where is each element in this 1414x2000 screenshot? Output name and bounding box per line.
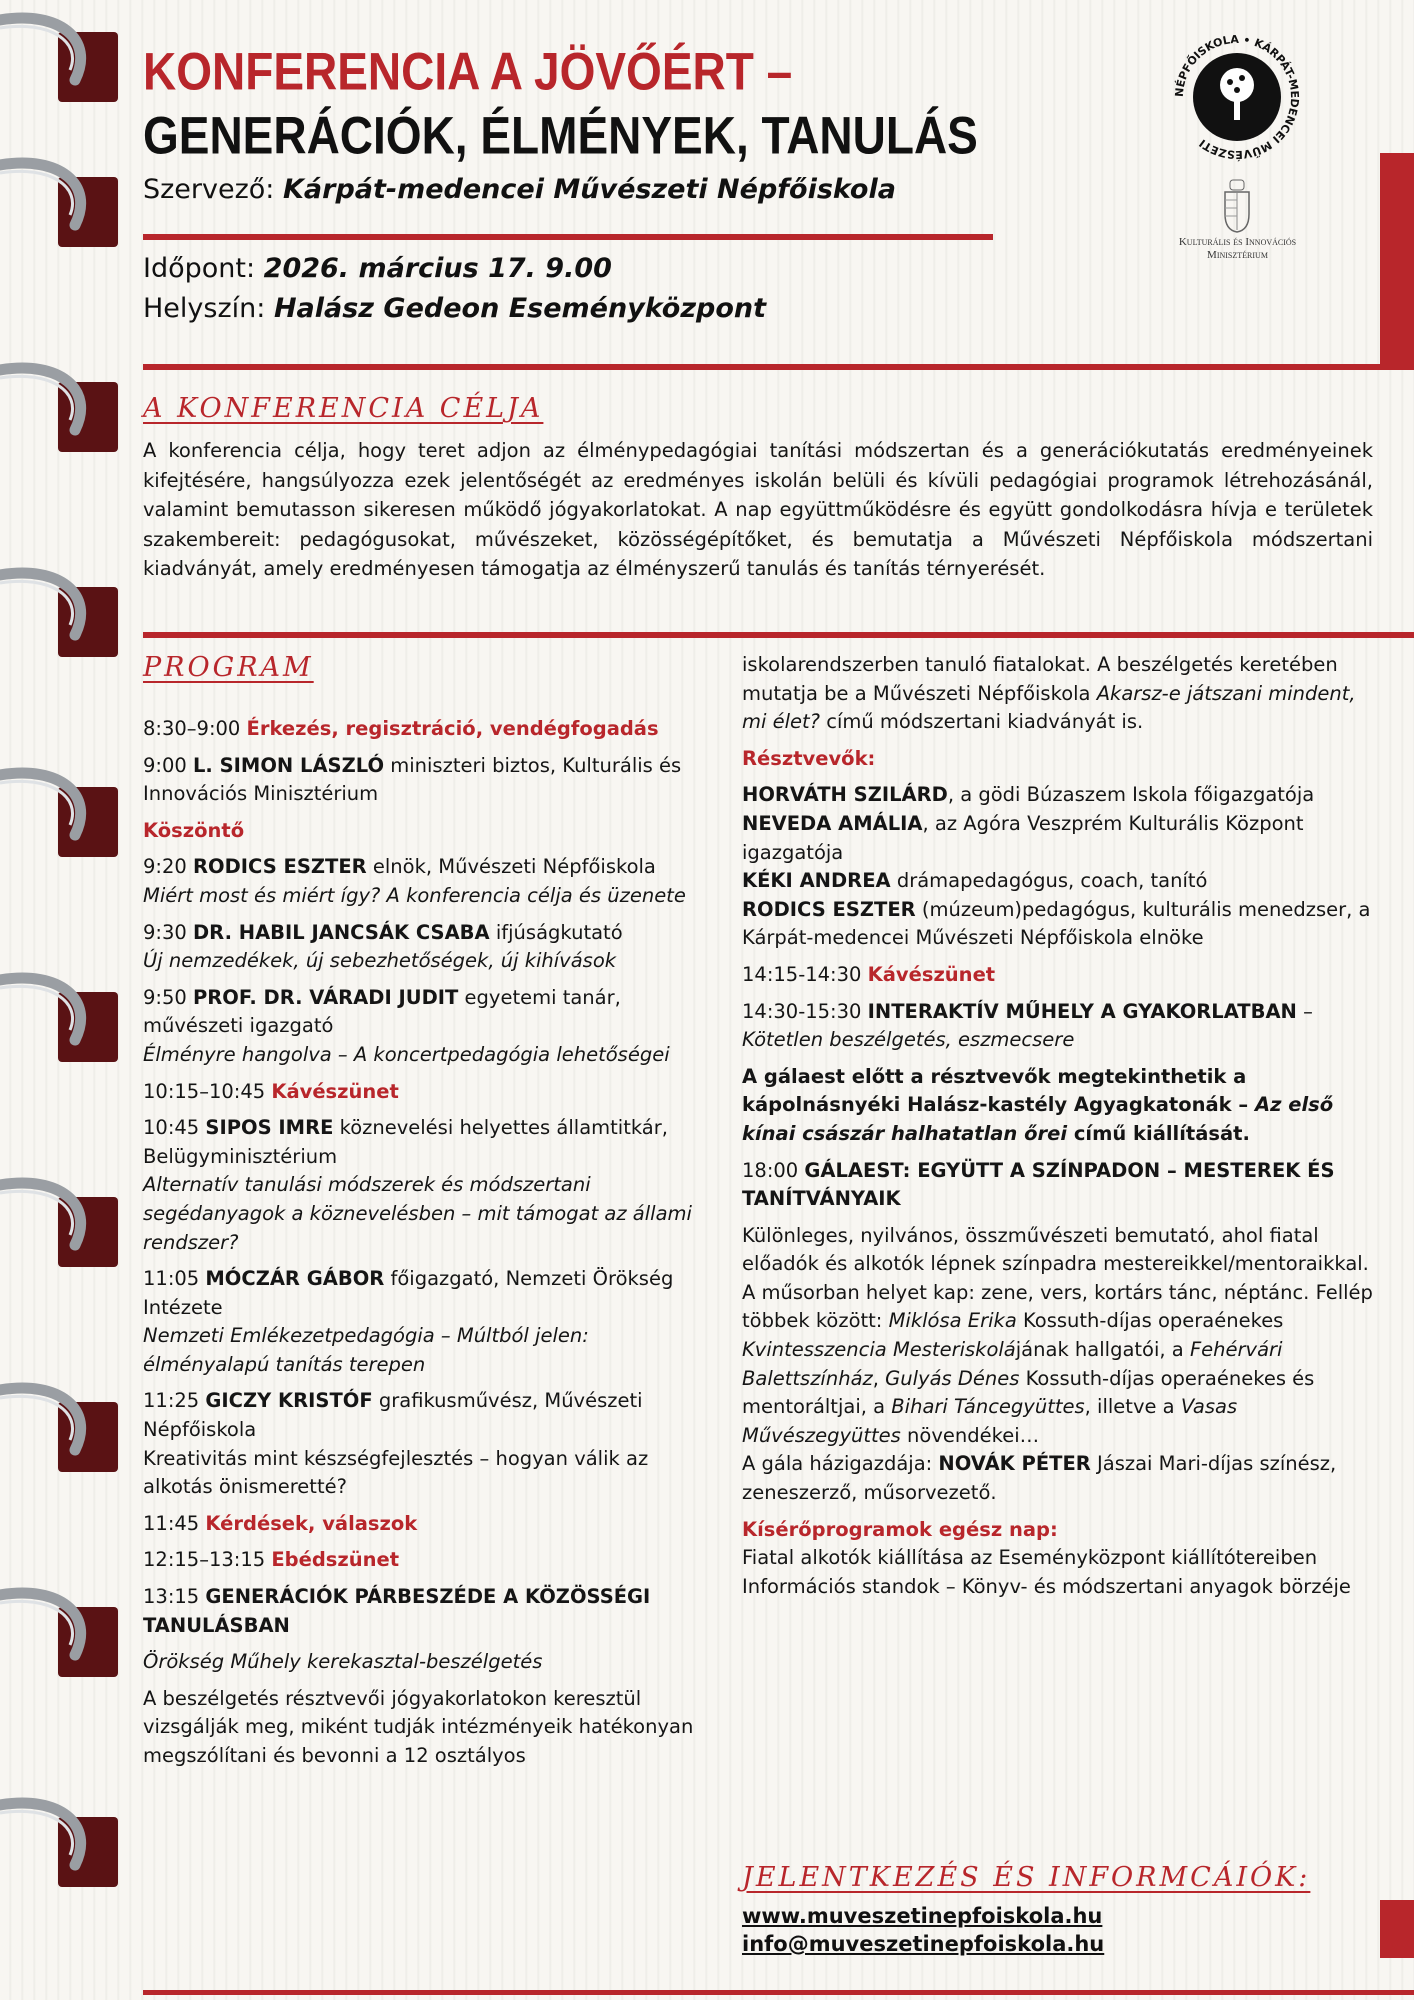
program-text: MÓCZÁR GÁBOR: [205, 1267, 385, 1291]
program-item: [143, 1648, 718, 1677]
organizer-value: Kárpát-medencei Művészeti Népfőiskola: [282, 174, 896, 205]
program-text: 14:30-15:30: [742, 999, 868, 1023]
program-text: SIPOS IMRE: [205, 1116, 334, 1140]
program-text: L. SIMON LÁSZLÓ: [193, 753, 385, 777]
program-text: , illetve a: [1084, 1395, 1181, 1419]
program-text: Kreativitás mint készségfejlesztés – hogyan válik az alkotás önismeretté?: [143, 1446, 649, 1499]
program-text: 8:30–9:00: [143, 717, 247, 740]
program-text: című kiállítását.: [1067, 1121, 1250, 1145]
program-item: [143, 853, 718, 910]
program-text: , a gödi Búzaszem Iskola főigazgatója: [947, 783, 1315, 807]
program-text: –: [1296, 999, 1313, 1023]
program-text: jának hallgatói, a: [1015, 1338, 1190, 1362]
program-text: ifjúságkutató: [489, 920, 623, 944]
program-text: Miért most és miért így? A konferencia célja és üzenete: [143, 883, 686, 907]
program-item: [143, 1114, 718, 1257]
date-label: Időpont:: [143, 253, 264, 284]
goal-heading: A KONFERENCIA CÉLJA: [143, 393, 544, 424]
program-text: Érkezés, regisztráció, vendégfogadás: [246, 717, 659, 740]
program-text: Jászai Mari-díjas színész, zeneszerző, műsorvezető.: [742, 1452, 1337, 1505]
program-text: növendékei…: [900, 1423, 1040, 1447]
program-text: , az Agóra Veszprém Kulturális Központ igazgatója: [742, 811, 1304, 864]
program-text: köznevelési helyettes államtitkár, Belügyminisztérium: [143, 1116, 668, 1168]
program-text: 14:15-14:30: [742, 962, 868, 986]
date: [143, 253, 612, 284]
program-text: ,: [872, 1366, 886, 1390]
program-text: Fiatal alkotók kiállítása az Eseményközpont kiállítótereiben: [742, 1546, 1318, 1570]
ministry-logo-text: [1150, 236, 1325, 262]
program-item: [742, 998, 1377, 1055]
program-text: GICZY KRISTÓF: [205, 1389, 373, 1413]
program-text: Információs standok – Könyv- és módszertani anyagok börzéje: [742, 1574, 1351, 1598]
program-text: Kérdések, válaszok: [205, 1511, 418, 1535]
program-text: Kísérőprogramok egész nap:: [742, 1517, 1058, 1541]
program-right-column: [742, 651, 1377, 1609]
divider: [143, 632, 1414, 638]
email-link[interactable]: info@muveszetinepfoiskola.hu: [742, 1932, 1105, 1956]
program-text: Résztvevők:: [742, 746, 876, 770]
program-text: Új nemzedékek, új sebezhetőségek, új kihívások: [143, 949, 617, 973]
program-item: [742, 1063, 1377, 1149]
program-text: 10:15–10:45: [143, 1079, 272, 1103]
program-text: GÁLAEST: EGYÜTT A SZÍNPADON – MESTEREK ÉS TANÍTVÁNYAIK: [742, 1158, 1335, 1211]
program-text: főigazgató, Nemzeti Örökség Intézete: [143, 1267, 674, 1319]
program-text: 9:30: [143, 920, 193, 944]
ministry-line-2: Minisztérium: [1207, 249, 1268, 261]
program-text: Vasas Művészegyüttes: [742, 1395, 1238, 1447]
program-text: HORVÁTH SZILÁRD: [742, 783, 948, 807]
notebook-spiral-binding: [0, 0, 130, 2000]
divider: [143, 1990, 1414, 1995]
program-text: 9:00: [143, 753, 193, 777]
program-text: Az első kínai császár halhatatlan őrei: [742, 1093, 1334, 1145]
program-text: Nemzeti Emlékezetpedagógia – Múltból jelen: élményalapú tanítás terepen: [143, 1324, 589, 1376]
date-value: 2026. március 17. 9.00: [263, 253, 612, 284]
program-text: Gulyás Dénes: [885, 1366, 1020, 1390]
website-link[interactable]: www.muveszetinepfoiskola.hu: [742, 1904, 1103, 1928]
program-text: Kvintesszencia Mesteriskolá: [742, 1338, 1016, 1362]
school-logo: [1170, 30, 1304, 164]
venue: [143, 293, 766, 324]
contact-heading: JELENTKEZÉS ÉS INFORMCÁIÓK:: [742, 1862, 1311, 1893]
program-text: Bihari Táncegyüttes: [891, 1395, 1085, 1419]
program-text: Kávészünet: [867, 962, 996, 986]
program-text: A gálaest előtt a résztvevők megtekinthetik a kápolnásnyéki Halász-kastély Agyagkatonák –: [742, 1064, 1255, 1117]
program-item: [143, 1685, 718, 1771]
hungarian-coat-of-arms-icon: [1222, 178, 1252, 234]
program-text: 13:15: [143, 1585, 206, 1609]
program-item: [143, 1265, 718, 1379]
program-text: DR. HABIL JANCSÁK CSABA: [193, 920, 490, 944]
program-item: [742, 961, 1377, 990]
program-text: Fehérvári Balettszínház: [742, 1338, 1283, 1390]
program-text: Miklósa Erika: [888, 1309, 1017, 1333]
program-text: 10:45: [143, 1116, 206, 1140]
organizer-label: Szervező:: [143, 174, 283, 205]
program-text: 11:25: [143, 1389, 206, 1413]
program-item: [143, 1387, 718, 1501]
program-text: című módszertani kiadványát is.: [820, 710, 1144, 734]
program-item: [742, 745, 1377, 774]
program-text: egyetemi tanár, művészeti igazgató: [143, 985, 621, 1038]
program-text: Kávészünet: [271, 1079, 399, 1103]
divider: [143, 234, 993, 240]
program-text: Ebédszünet: [271, 1548, 400, 1572]
program-item: [143, 817, 718, 846]
program-item: [742, 1516, 1377, 1602]
program-item: [742, 1157, 1377, 1214]
program-text: iskolarendszerben tanuló fiatalokat. A beszélgetés keretében mutatja be a Művészeti Népfőiskola: [742, 653, 1338, 705]
program-text: RODICS ESZTER: [742, 897, 916, 921]
program-text: Élményre hangolva – A koncertpedagógia lehetőségei: [143, 1042, 670, 1066]
program-text: Kossuth-díjas operaénekes és mentoráltjai, a: [742, 1366, 1315, 1419]
program-text: Akarsz-e játszani mindent, mi élet?: [742, 681, 1356, 734]
program-text: 18:00: [742, 1158, 805, 1182]
program-text: Köszöntő: [143, 818, 245, 842]
divider: [143, 364, 1414, 370]
title-line-1: KONFERENCIA A JÖVŐÉRT –: [143, 41, 793, 101]
program-text: INTERAKTÍV MŰHELY A GYAKORLATBAN: [867, 999, 1297, 1023]
organizer: [143, 174, 896, 205]
program-text: Különleges, nyilvános, összművészeti bemutató, ahol fiatal előadók és alkotók lépnek színpadra mestereikkel/mentoraikkal. A műsorban helyet kap: zene, vers, kortárs tánc, néptánc. Fellép többek között:: [742, 1223, 1373, 1333]
goal-text: A konferencia célja, hogy teret adjon az élménypedagógiai tanítási módszertan és a generációkutatás eredményeinek kifejtésére, hangsúlyozza ezek jelentőségét az eredményes iskolán belüli és kívüli pedagógiai programok létrehozásánál, valamint bemutasson sikeresen működő jógyakorlatokat. A nap együttműködésre és együtt gondolkodásra hívja e területek szakembereit: pedagógusokat, művészeket, közösségépítőket, és bemutatja a Művészeti Népfőiskola módszertani kiadványát, amely eredményesen támogatja az élményszerű tanulás és tanítás térnyerését.: [143, 439, 1373, 580]
program-text: 11:45: [143, 1511, 206, 1535]
decorative-red-bar: [1380, 1900, 1414, 1958]
program-left-column: [143, 715, 718, 1779]
program-item: [143, 1078, 718, 1107]
program-item: [143, 1546, 718, 1575]
program-text: NOVÁK PÉTER: [938, 1452, 1091, 1476]
program-text: 9:20: [143, 855, 193, 879]
svg-text:NÉPFŐISKOLA • KÁRPÁT-MEDENCEI: NÉPFŐISKOLA • KÁRPÁT-MEDENCEI MŰVÉSZETI: [1172, 32, 1302, 162]
venue-label: Helyszín:: [143, 293, 274, 324]
title-line-2: GENERÁCIÓK, ÉLMÉNYEK, TANULÁS: [143, 105, 978, 165]
program-item: [742, 651, 1377, 737]
program-item: [742, 1222, 1377, 1508]
program-text: 9:50: [143, 985, 193, 1009]
program-text: 11:05: [143, 1267, 206, 1291]
program-item: [143, 752, 718, 809]
program-item: [143, 715, 718, 744]
program-text: NEVEDA AMÁLIA: [742, 811, 923, 835]
program-text: Kötetlen beszélgetés, eszmecsere: [742, 1028, 1075, 1052]
program-item: [742, 781, 1377, 953]
program-text: grafikusművész, Művészeti Népfőiskola: [143, 1389, 643, 1442]
program-text: Örökség Műhely kerekasztal-beszélgetés: [143, 1650, 543, 1674]
decorative-red-bar: [1380, 153, 1414, 367]
program-text: A beszélgetés résztvevői jógyakorlatokon keresztül vizsgálják meg, miként tudják intézményeik hatékonyan megszólítani és bevonni a 12 osztályos: [143, 1686, 694, 1767]
program-text: drámapedagógus, coach, tanító: [890, 869, 1208, 893]
program-text: PROF. DR. VÁRADI JUDIT: [193, 985, 459, 1009]
program-text: Kossuth-díjas operaénekes: [1016, 1309, 1284, 1333]
program-heading: PROGRAM: [143, 652, 314, 683]
program-item: [143, 1583, 718, 1640]
program-item: [143, 984, 718, 1070]
program-text: GENERÁCIÓK PÁRBESZÉDE A KÖZÖSSÉGI TANULÁSBAN: [143, 1585, 651, 1637]
venue-value: Halász Gedeon Eseményközpont: [273, 293, 767, 324]
program-text: 12:15–13:15: [143, 1548, 272, 1572]
program-text: Alternatív tanulási módszerek és módszertani segédanyagok a köznevelésben – mit támogat az állami rendszer?: [143, 1173, 692, 1254]
program-text: (múzeum)pedagógus, kulturális menedzser, a Kárpát-medencei Művészeti Népfőiskola elnöke: [742, 897, 1371, 950]
program-text: RODICS ESZTER: [193, 855, 367, 879]
program-item: [143, 919, 718, 976]
ministry-line-1: Kulturális és Innovációs: [1178, 236, 1297, 248]
program-text: A gála házigazdája:: [742, 1452, 939, 1476]
program-text: miniszteri biztos, Kulturális és Innovációs Minisztérium: [143, 753, 682, 806]
program-item: [143, 1510, 718, 1539]
program-text: elnök, Művészeti Népfőiskola: [366, 855, 656, 879]
program-text: KÉKI ANDREA: [742, 869, 891, 893]
